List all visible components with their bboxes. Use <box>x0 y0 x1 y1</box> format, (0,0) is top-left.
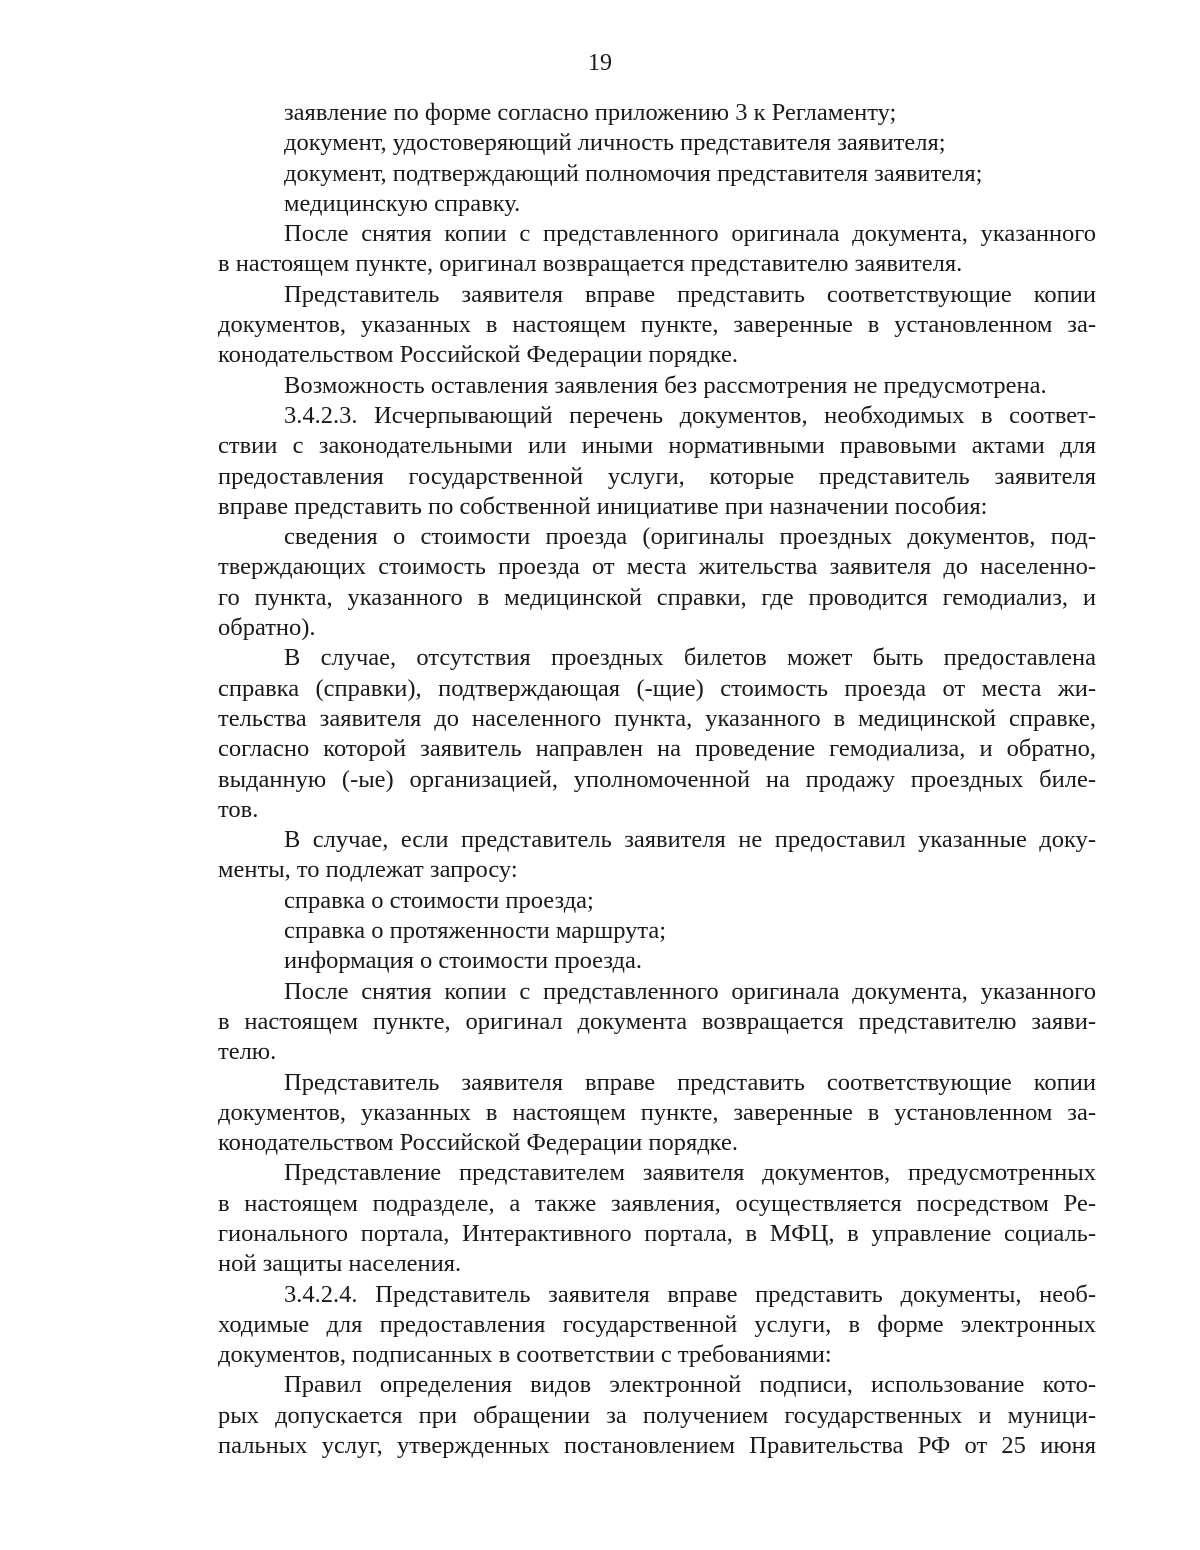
text-line: согласно которой заявитель направлен на проведение гемодиализа, и обратно, <box>218 735 1096 763</box>
text-line: выданную (-ые) организацией, уполномоченной на продажу проездных биле- <box>218 765 1096 793</box>
text-line: справка (справки), подтверждающая (-щие) стоимость проезда от места жи- <box>218 674 1096 702</box>
text-line: ной защиты населения. <box>218 1250 462 1278</box>
text-line: го пункта, указанного в медицинской справки, где проводится гемодиализ, и <box>218 583 1096 611</box>
text-line: в настоящем пункте, оригинал документа возвращается представителю заяви- <box>218 1007 1096 1035</box>
text-line: предоставления государственной услуги, которые представитель заявителя <box>218 462 1096 490</box>
text-line: телю. <box>218 1038 277 1066</box>
page-number: 19 <box>588 50 612 76</box>
text-line: тверждающих стоимость проезда от места жительства заявителя до населенно- <box>218 553 1096 581</box>
text-line: Возможность оставления заявления без рассмотрения не предусмотрена. <box>284 371 1047 399</box>
text-line: ходимые для предоставления государственной услуги, в форме электронных <box>218 1310 1096 1338</box>
text-line: справка о протяженности маршрута; <box>284 917 667 945</box>
text-line: Правил определения видов электронной подписи, использование кото- <box>284 1371 1096 1399</box>
text-line: конодательством Российской Федерации порядке. <box>218 341 738 369</box>
text-line: После снятия копии с представленного оригинала документа, указанного <box>284 220 1096 248</box>
text-line: медицинскую справку. <box>284 189 521 217</box>
text-line: тельства заявителя до населенного пункта, указанного в медицинской справке, <box>218 704 1096 732</box>
text-line: заявление по форме согласно приложению 3 к Регламенту; <box>284 99 897 126</box>
text-line: документов, подписанных в соответствии с требованиями: <box>218 1341 832 1369</box>
text-line: документ, удостоверяющий личность представителя заявителя; <box>284 129 946 157</box>
text-line: 3.4.2.3. Исчерпывающий перечень документов, необходимых в соответ- <box>284 401 1096 429</box>
text-line: В случае, если представитель заявителя не предоставил указанные доку- <box>284 826 1096 854</box>
text-line: Представление представителем заявителя документов, предусмотренных <box>284 1159 1096 1187</box>
text-line: 3.4.2.4. Представитель заявителя вправе представить документы, необ- <box>284 1280 1096 1308</box>
text-line: документов, указанных в настоящем пункте, заверенные в установленном за- <box>218 311 1096 339</box>
text-line: обратно). <box>218 614 316 642</box>
text-line: ствии с законодательными или иными нормативными правовыми актами для <box>218 432 1096 460</box>
text-line: информация о стоимости проезда. <box>284 947 643 975</box>
text-line: документов, указанных в настоящем пункте, заверенные в установленном за- <box>218 1098 1096 1126</box>
text-line: в настоящем подразделе, а также заявления, осуществляется посредством Ре- <box>218 1189 1096 1217</box>
text-line: менты, то подлежат запросу: <box>218 856 518 884</box>
document-body <box>218 98 1096 1461</box>
text-line: пальных услуг, утвержденных постановлением Правительства РФ от 25 июня <box>218 1432 1096 1460</box>
text-line: справка о стоимости проезда; <box>284 886 594 914</box>
text-line: в настоящем пункте, оригинал возвращается представителю заявителя. <box>218 250 963 278</box>
text-line: В случае, отсутствия проездных билетов может быть предоставлена <box>284 644 1096 672</box>
text-line: документ, подтверждающий полномочия представителя заявителя; <box>284 159 983 187</box>
text-line: Представитель заявителя вправе представить соответствующие копии <box>284 1068 1096 1096</box>
text-line: гионального портала, Интерактивного портала, в МФЦ, в управление социаль- <box>218 1219 1096 1247</box>
text-line: Представитель заявителя вправе представить соответствующие копии <box>284 280 1096 308</box>
text-line: После снятия копии с представленного оригинала документа, указанного <box>284 977 1096 1005</box>
text-line: тов. <box>218 795 259 823</box>
text-line: вправе представить по собственной инициативе при назначении пособия: <box>218 492 988 520</box>
text-line: рых допускается при обращении за получением государственных и муници- <box>218 1401 1096 1429</box>
text-line: сведения о стоимости проезда (оригиналы проездных документов, под- <box>284 523 1096 551</box>
text-line: конодательством Российской Федерации порядке. <box>218 1129 738 1157</box>
